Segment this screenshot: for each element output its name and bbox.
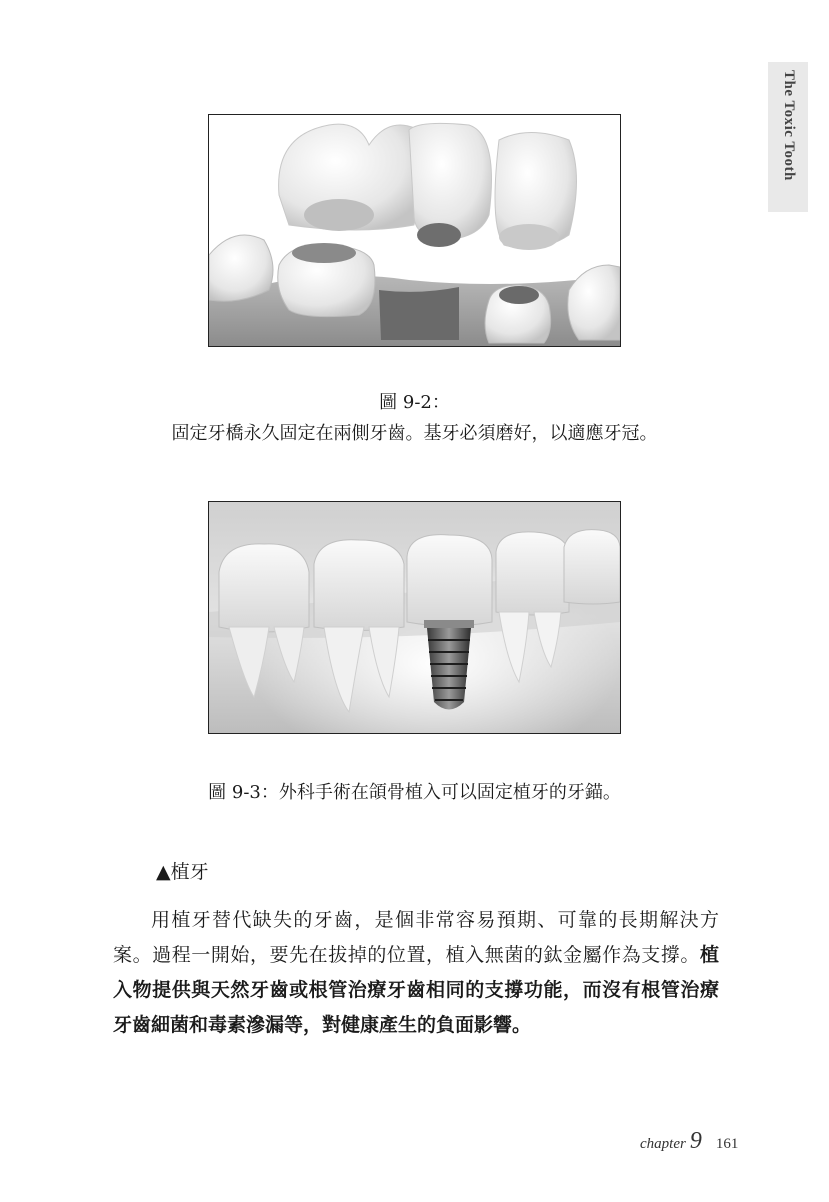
paragraph-normal-text: 用植牙替代缺失的牙齒，是個非常容易預期、可靠的長期解決方案。過程一開始，要先在拔掉的位置，植入無菌的鈦金屬作為支撐。 bbox=[113, 909, 719, 966]
figure-dental-implant bbox=[208, 501, 621, 734]
running-header-title: The Toxic Tooth bbox=[781, 70, 797, 181]
running-header-tab bbox=[768, 62, 808, 212]
dental-bridge-illustration bbox=[209, 115, 620, 346]
figure-dental-bridge bbox=[208, 114, 621, 347]
paragraph bbox=[113, 903, 719, 1043]
page-footer bbox=[640, 1128, 738, 1155]
figure-9-2-caption-title: 圖 9-2： bbox=[379, 392, 450, 413]
chapter-number: 9 bbox=[689, 1128, 702, 1154]
section-heading-dental-implant: ▲植牙 bbox=[156, 861, 209, 883]
body-paragraph bbox=[113, 903, 719, 1043]
figure-9-3-caption: 圖 9-3：外科手術在頜骨植入可以固定植牙的牙錨。 bbox=[208, 782, 621, 803]
dental-implant-illustration bbox=[209, 502, 620, 733]
figure-9-2-caption-text: 固定牙橋永久固定在兩側牙齒。基牙必須磨好，以適應牙冠。 bbox=[171, 423, 658, 444]
page-number: 161 bbox=[715, 1136, 739, 1152]
paragraph-bold-text: 植入物提供與天然牙齒或根管治療牙齒相同的支撐功能，而沒有根管治療牙齒細菌和毒素滲漏等，對健康產生的負面影響。 bbox=[113, 944, 719, 1036]
chapter-label: chapter bbox=[640, 1136, 686, 1152]
